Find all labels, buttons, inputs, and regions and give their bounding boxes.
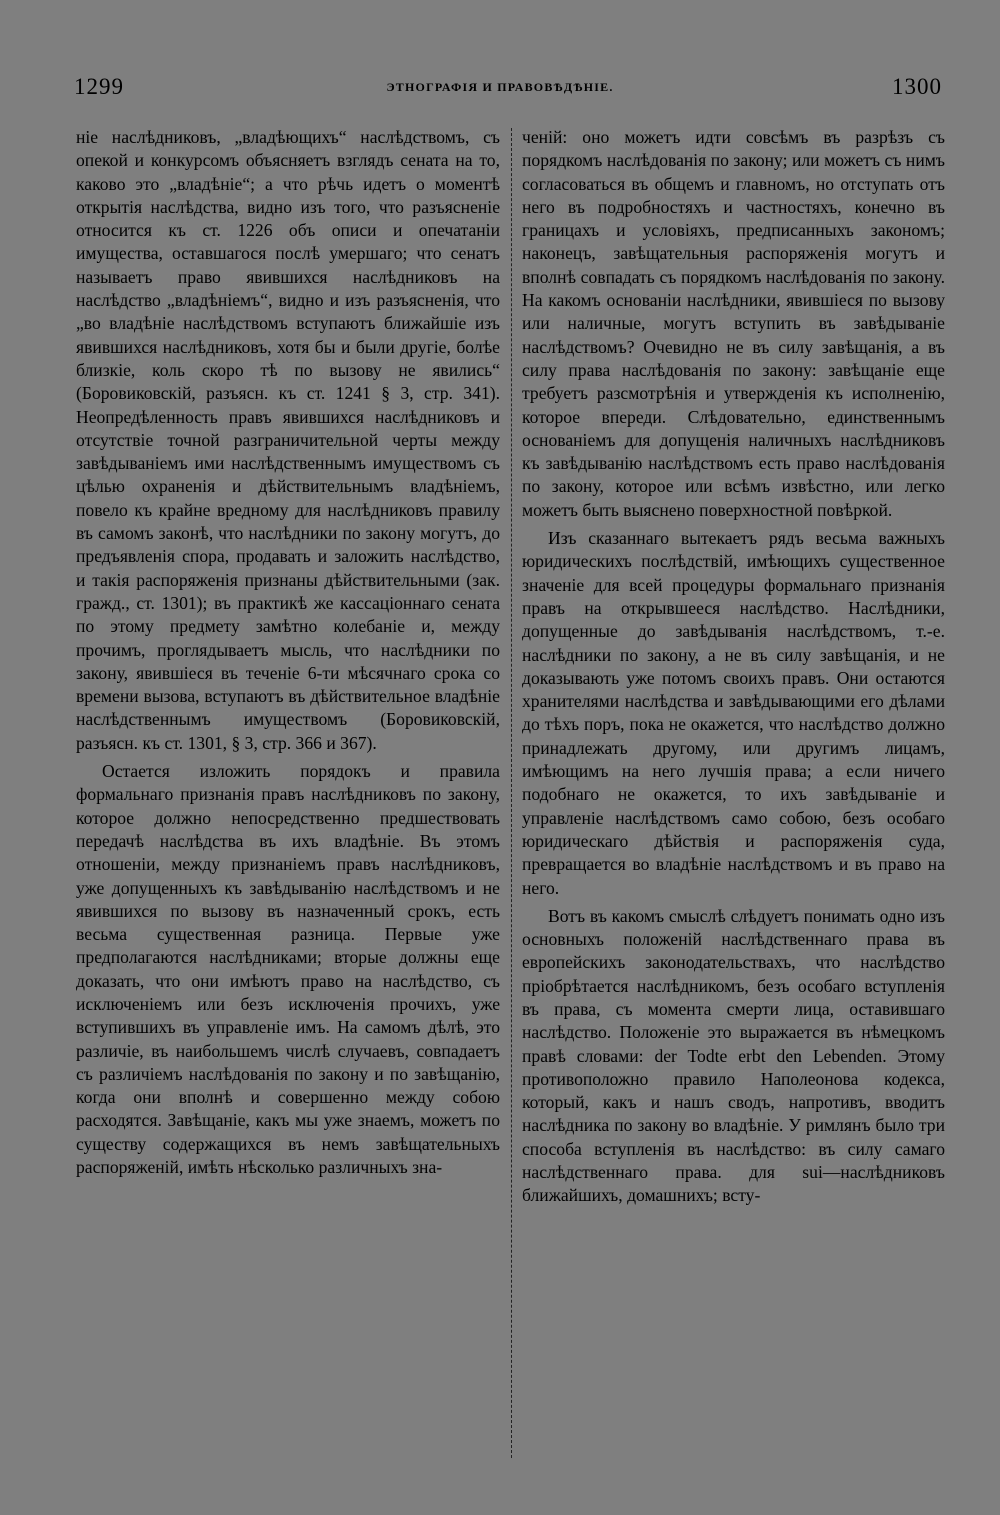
running-title: ЭТНОГРАФІЯ И ПРАВОВѢДѢНІЕ. xyxy=(386,80,614,94)
page-number-left: 1299 xyxy=(74,74,124,99)
column-divider xyxy=(511,128,512,1458)
left-paragraph-2: Остается изложить порядокъ и правила формальнаго признанія правъ наслѣдниковъ по закону, которое должно непосредственно предшествовать передачѣ наслѣдства въ ихъ владѣніе. Въ этомъ отношеніи, между признаніемъ правъ наслѣдниковъ, уже допущенныхъ къ завѣдыванію наслѣдствомъ и не явившихся по вызову въ назначенный срокъ, есть весьма существенная разница. Первые уже предполагаются наслѣдниками; вторые должны еще доказать, что они имѣютъ право на наслѣдство, съ исключеніемъ или безъ исключенія прочихъ, уже вступившихъ въ управленіе имъ. На самомъ дѣлѣ, это различіе, въ наибольшемъ числѣ случаевъ, совпадаетъ съ различіемъ наслѣдованія по закону и по завѣщанію, когда они вполнѣ и совершенно между собою расходятся. Завѣщаніе, какъ мы уже знаемъ, можетъ по существу содержащихся въ немъ завѣщательныхъ распоряженій, имѣть нѣсколько различныхъ зна- xyxy=(76,761,500,1178)
page-number-right: 1300 xyxy=(892,74,942,99)
right-column xyxy=(522,126,945,1471)
right-paragraph-3: Вотъ въ какомъ смыслѣ слѣдуетъ понимать одно изъ основныхъ положеній наслѣдственнаго права въ европейскихъ законодательствахъ, что наслѣдство пріобрѣтается наслѣдникомъ, безъ особаго вступленія въ права, съ момента смерти лица, оставившаго наслѣдство. Положеніе это выражается въ нѣмецкомъ правѣ словами: der Todte erbt den Lebenden. Этому противоположно правило Наполеонова кодекса, который, какъ и нашъ сводъ, напротивъ, вводитъ наслѣдника по закону во владѣніе. У римлянъ было три способа вступленія въ наслѣдство: въ силу самаго наслѣдственнаго права. для sui—наслѣдниковъ ближайшихъ, домашнихъ; всту- xyxy=(522,905,945,1206)
right-paragraph-2: Изъ сказаннаго вытекаетъ рядъ весьма важныхъ юридическихъ послѣдствій, имѣющихъ существенное значеніе для всей процедуры формальнаго признанія правъ на открывшееся наслѣдство. Наслѣдники, допущенные до завѣдыванія наслѣдствомъ, т.-е. наслѣдники по закону, а не въ силу завѣщанія, и не доказывають уже потомъ своихъ правъ. Они остаются хранителями наслѣдства и завѣдывающими его дѣлами до тѣхъ поръ, пока не окажется, что наслѣдство должно принадлежать другому, или другимъ лицамъ, имѣющимъ на него лучшія права; а если ничего подобнаго не окажется, то ихъ завѣдываніе и управленіе наслѣдствомъ само собою, безъ особаго юридическаго дѣйствія и распоряженія суда, превращается во владѣніе наслѣдствомъ и въ право на него. xyxy=(522,528,945,898)
left-column xyxy=(76,126,500,1471)
right-paragraph-1: ченій: оно можетъ идти совсѣмъ въ разрѣзъ съ порядкомъ наслѣдованія по закону; или можетъ съ нимъ согласоваться въ общемъ и главномъ, но отступать отъ него въ подробностяхъ и частностяхъ, конечно въ границахъ и условіяхъ, предписанныхъ закономъ; наконецъ, завѣщательныя распоряженія могутъ и вполнѣ совпадать съ порядкомъ наслѣдованія по закону. На какомъ основаніи наслѣдники, явившіеся по вызову или наличные, могутъ вступить въ завѣдываніе наслѣдствомъ? Очевидно не въ силу завѣщанія, а въ силу права наслѣдованія по закону: завѣщаніе еще требуетъ разсмотрѣнія и утвержденія къ исполненію, которое впереди. Слѣдовательно, единственнымъ основаніемъ для допущенія наличныхъ наслѣдниковъ къ завѣдыванію наслѣдствомъ есть право наслѣдованія по закону, которое или всѣмъ извѣстно, или легко можетъ быть выяснено поверхностной повѣркой. xyxy=(522,127,945,520)
page-header xyxy=(0,74,1000,104)
left-paragraph-1: ніе наслѣдниковъ, „владѣющихъ“ наслѣдствомъ, съ опекой и конкурсомъ объясняетъ взглядъ сената на то, каково это „владѣніе“; а что рѣчь идетъ о моментѣ открытія наслѣдства, видно изъ того, что разъясненіе относится къ ст. 1226 объ описи и опечатаніи имущества, оставшагося послѣ умершаго; что сенатъ называетъ право явившихся наслѣдниковъ на наслѣдство „владѣніемъ“, видно и изъ разъясненія, что „во владѣніе наслѣдствомъ вступаютъ ближайшіе изъ явившихся наслѣдниковъ, хотя бы и были другіе, болѣе близкіе, коль скоро тѣ по вызову не явились“ (Боровиковскій, разъясн. къ ст. 1241 § 3, стр. 341). Неопредѣленность правъ явившихся наслѣдниковъ и отсутствіе точной разграничительной черты между завѣдываніемъ ими наслѣдственнымъ имуществомъ съ цѣлью охраненія и дѣйствительнымъ владѣніемъ, повело къ крайне вредному для наслѣдниковъ правилу въ самомъ законѣ, что наслѣдники по закону могутъ, до предъявленія спора, продавать и заложить наслѣдство, и такія распоряженія признаны дѣйствительными (зак. гражд., ст. 1301); въ практикѣ же кассаціоннаго сената по этому предмету замѣтно колебаніе и, между прочимъ, проглядываетъ мысль, что наслѣдники по закону, явившіеся въ теченіе 6-ти мѣсячнаго срока со времени вызова, вступаютъ въ дѣйствительное владѣніе наслѣдственнымъ имуществомъ (Боровиковскій, разъясн. къ ст. 1301, § 3, стр. 366 и 367). xyxy=(76,127,500,753)
